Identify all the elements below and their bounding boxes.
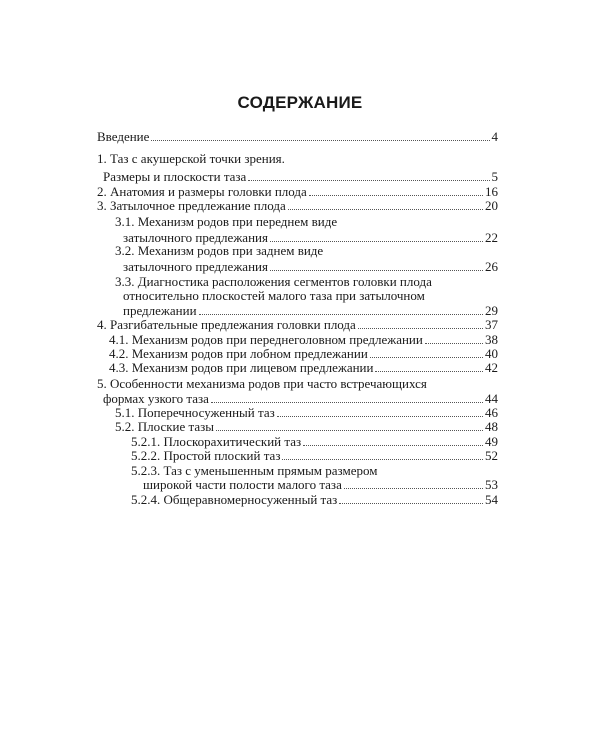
dot-leader <box>282 448 483 460</box>
dot-leader <box>216 419 483 431</box>
toc-entry-text: затылочного предлежания <box>123 259 268 274</box>
toc-entry-text: предлежании <box>123 303 197 318</box>
toc-entry-text: широкой части полости малого таза <box>143 477 342 492</box>
dot-leader <box>199 303 483 315</box>
toc-entry-text: 5.1. Поперечносуженный таз <box>115 405 275 420</box>
dot-leader <box>339 492 483 504</box>
dot-leader <box>303 434 483 446</box>
toc-page-number: 52 <box>485 448 498 463</box>
toc-page-number: 4 <box>491 129 498 144</box>
toc-page-number: 29 <box>485 303 498 318</box>
toc-entry-text: 4.2. Механизм родов при лобном предлежании <box>109 346 368 361</box>
dot-leader <box>309 184 483 196</box>
toc-page-number: 38 <box>485 332 498 347</box>
toc-entry-text: 3.1. Механизм родов при переднем виде <box>115 214 338 229</box>
toc-entry-text: 4.3. Механизм родов при лицевом предлежании <box>109 360 374 375</box>
page-title: СОДЕРЖАНИЕ <box>237 93 363 112</box>
toc-entry-text: 5.2.3. Таз с уменьшенным прямым размером <box>131 463 378 478</box>
dot-leader <box>270 230 483 242</box>
toc-entry-text: 3.2. Механизм родов при заднем виде <box>115 243 324 258</box>
dot-leader <box>358 317 483 329</box>
toc-entry-text: 4. Разгибательные предлежания головки плода <box>97 317 356 332</box>
dot-leader <box>151 129 489 141</box>
dot-leader <box>425 332 483 344</box>
toc-page-number: 48 <box>485 419 498 434</box>
toc-page-number: 46 <box>485 405 498 420</box>
dot-leader <box>344 477 483 489</box>
dot-leader <box>375 360 483 372</box>
toc-page-number: 16 <box>485 184 498 199</box>
toc-page-number: 42 <box>485 360 498 375</box>
toc-entry-text: 1. Таз с акушерской точки зрения. <box>97 151 285 166</box>
toc-page-number: 49 <box>485 434 498 449</box>
toc-entry-text: относительно плоскостей малого таза при затылочном <box>123 288 425 303</box>
toc-page-number: 20 <box>485 198 498 213</box>
toc-entry-text: формах узкого таза <box>103 391 209 406</box>
toc-entry-text: 5.2.1. Плоскорахитический таз <box>131 434 302 449</box>
dot-leader <box>270 259 483 271</box>
toc-page-number: 44 <box>485 391 498 406</box>
toc-page-number: 5 <box>491 169 498 184</box>
toc-entry-text: 3.3. Диагностика расположения сегментов головки плода <box>115 274 432 289</box>
toc-entry-text: Введение <box>97 129 150 144</box>
toc-entry-text: 4.1. Механизм родов при переднеголовном предлежании <box>109 332 423 347</box>
toc-entry-text: 2. Анатомия и размеры головки плода <box>97 184 307 199</box>
dot-leader <box>288 198 483 210</box>
toc-entry-text: 5.2.2. Простой плоский таз <box>131 448 281 463</box>
toc-page-number: 22 <box>485 230 498 245</box>
toc-page-number: 53 <box>485 477 498 492</box>
dot-leader <box>211 391 483 403</box>
toc-entry-text: 5.2.4. Общеравномерносуженный таз <box>131 492 338 507</box>
dot-leader <box>370 346 483 358</box>
toc-entry-text: 5. Особенности механизма родов при часто встречающихся <box>97 376 427 391</box>
toc-page-number: 37 <box>485 317 498 332</box>
toc-entry-text: затылочного предлежания <box>123 230 268 245</box>
toc-page-number: 54 <box>485 492 498 507</box>
toc-entry-text: 3. Затылочное предлежание плода <box>97 198 286 213</box>
toc-entry-text: Размеры и плоскости таза <box>103 169 247 184</box>
toc-page-number: 26 <box>485 259 498 274</box>
dot-leader <box>248 169 489 181</box>
dot-leader <box>277 405 483 417</box>
toc-entry-text: 5.2. Плоские тазы <box>115 419 214 434</box>
toc-page-number: 40 <box>485 346 498 361</box>
